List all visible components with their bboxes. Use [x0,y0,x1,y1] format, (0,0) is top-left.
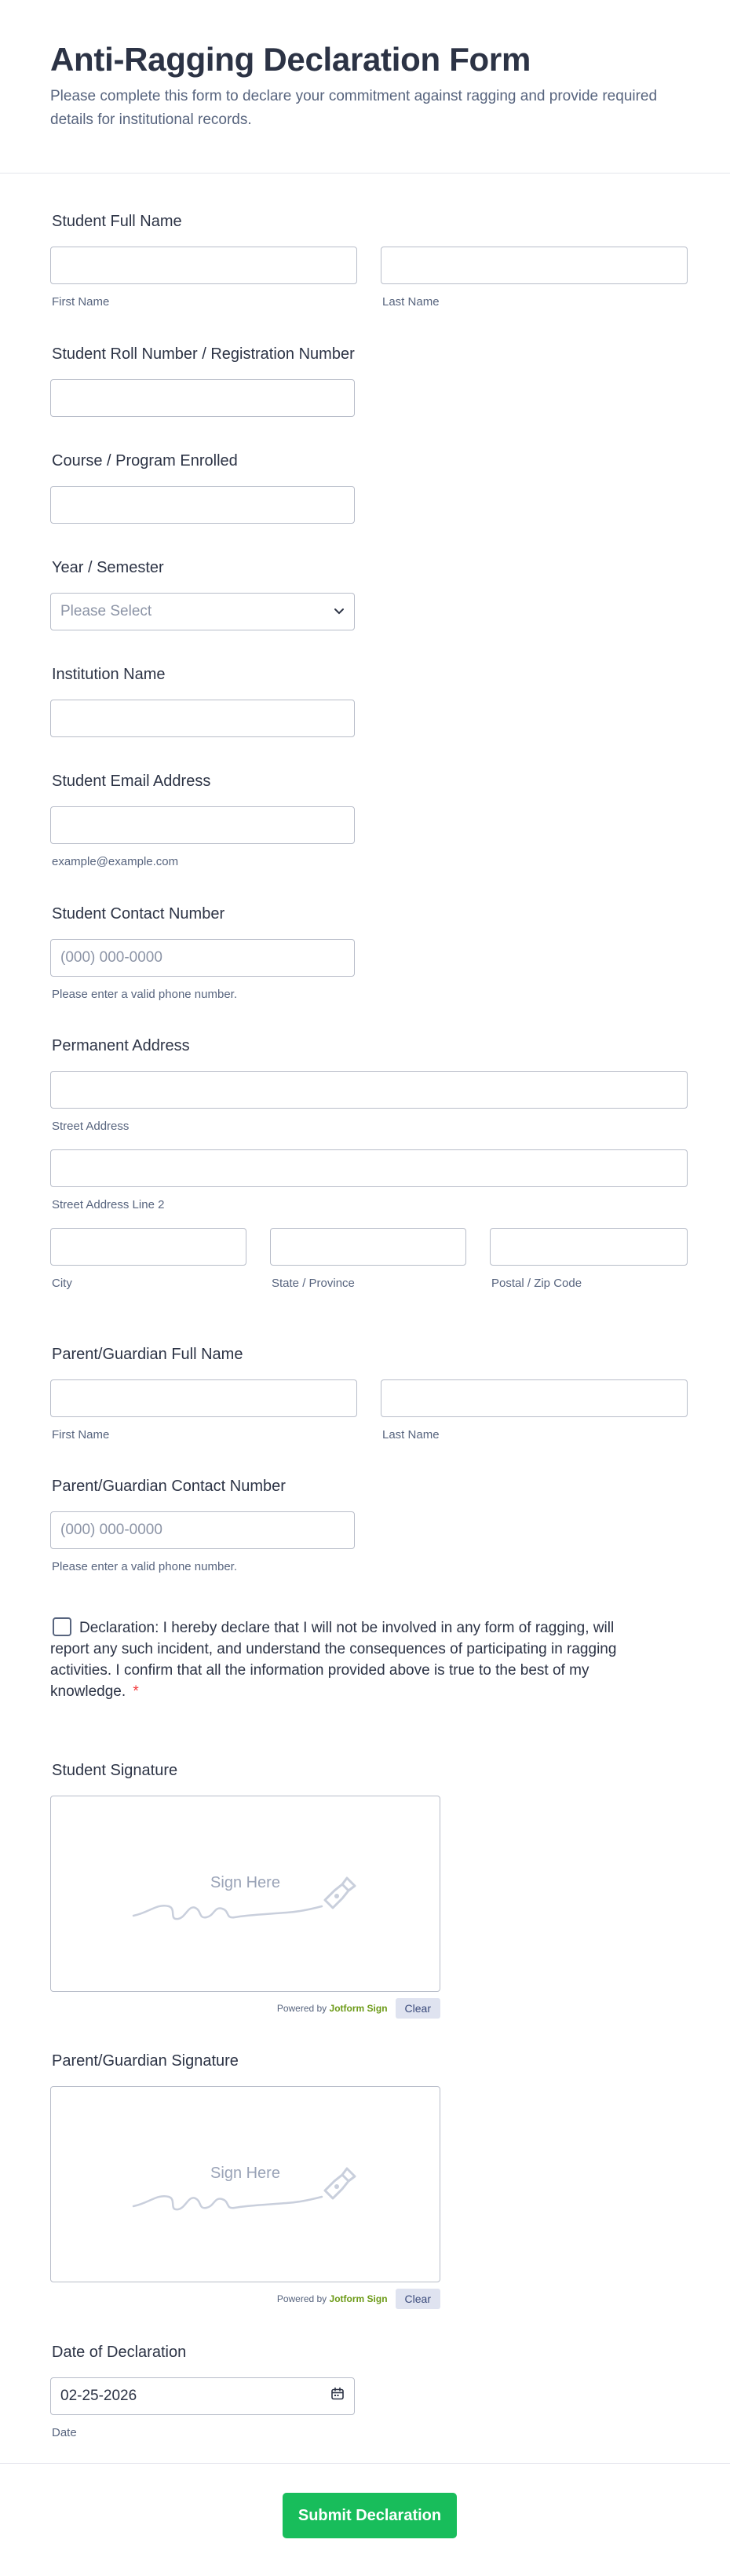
last-name-sublabel: Last Name [382,295,440,309]
course-field [50,451,355,524]
date-sublabel: Date [52,2426,77,2439]
guardian-contact-placeholder: (000) 000-0000 [60,1522,162,1538]
date-field [50,2343,355,2440]
email-input[interactable] [50,806,355,844]
declaration-checkbox[interactable] [53,1617,71,1636]
student-name-field [50,212,688,309]
jotform-sign-link[interactable]: Jotform Sign [329,2003,388,2014]
contact-sublabel: Please enter a valid phone number. [52,988,237,1001]
date-label: Date of Declaration [52,2344,187,2361]
student-signature-field [50,1761,440,2019]
guardian-contact-field [50,1477,355,1574]
guardian-contact-input[interactable] [50,1511,355,1549]
zip-input[interactable] [490,1228,688,1266]
required-asterisk: * [133,1683,139,1700]
student-signature-meta [50,1998,440,2019]
institution-field [50,665,355,737]
guardian-last-name-input[interactable] [381,1379,688,1417]
city-sublabel: City [52,1277,72,1290]
pen-icon [325,2169,355,2198]
contact-input[interactable] [50,939,355,977]
email-label: Student Email Address [52,773,211,790]
date-value: 02-25-2026 [60,2388,137,2404]
student-signature-pad[interactable] [50,1796,440,1992]
guardian-contact-label: Parent/Guardian Contact Number [52,1478,286,1495]
date-input[interactable] [50,2377,355,2415]
form-footer [0,2463,730,2576]
submit-button[interactable]: Submit Declaration [283,2493,457,2538]
guardian-sign-here-text: Sign Here [210,2165,280,2182]
guardian-contact-sublabel: Please enter a valid phone number. [52,1560,237,1573]
guardian-first-name-input[interactable] [50,1379,357,1417]
year-label: Year / Semester [52,559,164,576]
course-label: Course / Program Enrolled [52,452,238,470]
zip-sublabel: Postal / Zip Code [491,1277,582,1290]
address-field [50,1036,688,1291]
street-address-input[interactable] [50,1071,688,1109]
year-field [50,558,355,630]
guardian-signature-label: Parent/Guardian Signature [52,2052,239,2070]
jotform-sign-link[interactable]: Jotform Sign [329,2293,388,2304]
roll-number-label: Student Roll Number / Registration Number [52,345,355,363]
email-field [50,772,355,869]
page-subtitle: Please complete this form to declare your commitment against ragging and provide required details for institutional records. [50,88,658,128]
city-input[interactable] [50,1228,246,1266]
page-title: Anti-Ragging Declaration Form [50,41,531,78]
roll-number-input[interactable] [50,379,355,417]
student-first-name-input[interactable] [50,247,357,284]
street-address-sublabel: Street Address [52,1120,130,1133]
student-signature-label: Student Signature [52,1762,178,1779]
institution-label: Institution Name [52,666,166,683]
course-input[interactable] [50,486,355,524]
calendar-icon[interactable] [330,2387,345,2406]
contact-placeholder: (000) 000-0000 [60,949,162,966]
signature-scribble-icon [51,2087,441,2283]
state-input[interactable] [270,1228,466,1266]
institution-input[interactable] [50,700,355,737]
pen-icon [325,1878,355,1908]
student-sign-here-text: Sign Here [210,1874,280,1891]
chevron-down-icon [334,603,345,620]
address-label: Permanent Address [52,1037,190,1054]
guardian-signature-clear-button[interactable]: Clear [396,2289,440,2309]
email-sublabel: example@example.com [52,855,179,868]
form-header [0,0,730,174]
guardian-signature-pad[interactable] [50,2086,440,2282]
powered-by-text: Powered by [276,2293,327,2304]
contact-field [50,904,355,1002]
street-address-2-input[interactable] [50,1149,688,1187]
guardian-first-name-sublabel: First Name [52,1428,110,1441]
street-address-2-sublabel: Street Address Line 2 [52,1198,165,1211]
contact-label: Student Contact Number [52,905,225,923]
guardian-signature-meta [50,2289,440,2309]
state-sublabel: State / Province [272,1277,355,1290]
guardian-last-name-sublabel: Last Name [382,1428,440,1441]
declaration-text: Declaration: I hereby declare that I will not be involved in any form of ragging, will report any such incident, and understand the consequences of participating in ragging activities. I confirm that all the information provided above is true to the best of my knowledge. [50,1620,617,1700]
first-name-sublabel: First Name [52,295,110,309]
year-select[interactable] [50,593,355,630]
powered-by-text: Powered by [276,2003,327,2014]
declaration-field [50,1617,623,1702]
guardian-name-label: Parent/Guardian Full Name [52,1346,243,1363]
student-name-label: Student Full Name [52,213,182,230]
student-signature-clear-button[interactable]: Clear [396,1998,440,2019]
year-select-placeholder: Please Select [60,603,152,619]
roll-number-field [50,345,355,417]
signature-scribble-icon [51,1796,441,1993]
guardian-name-field [50,1345,688,1442]
student-last-name-input[interactable] [381,247,688,284]
guardian-signature-field [50,2052,440,2309]
